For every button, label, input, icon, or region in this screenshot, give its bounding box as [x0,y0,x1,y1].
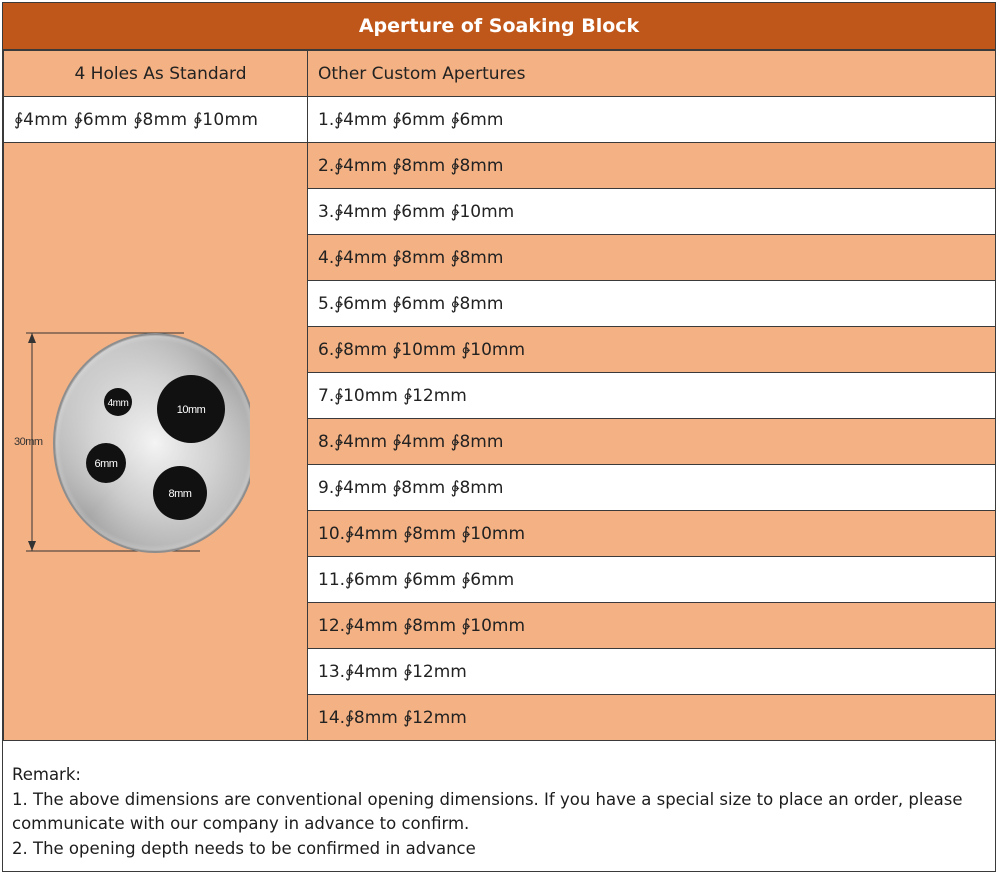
custom-aperture-7: 7.∲10mm ∲12mm [308,373,996,419]
aperture-table [3,50,996,741]
custom-aperture-4: 4.∲4mm ∲8mm ∲8mm [308,235,996,281]
custom-aperture-11: 11.∲6mm ∲6mm ∲6mm [308,557,996,603]
header-custom: Other Custom Apertures [308,51,996,97]
custom-aperture-5: 5.∲6mm ∲6mm ∲8mm [308,281,996,327]
hole-label-6mm: 6mm [94,458,118,470]
custom-aperture-8: 8.∲4mm ∲4mm ∲8mm [308,419,996,465]
custom-aperture-9: 9.∲4mm ∲8mm ∲8mm [308,465,996,511]
custom-aperture-13: 13.∲4mm ∲12mm [308,649,996,695]
custom-aperture-3: 3.∲4mm ∲6mm ∲10mm [308,189,996,235]
custom-aperture-14: 14.∲8mm ∲12mm [308,695,996,741]
remark-line-1b: communicate with our company in advance to confirm. [12,814,470,833]
standard-sizes: ∲4mm ∲6mm ∲8mm ∲10mm [4,97,308,143]
table-row [4,143,996,189]
hole-label-10mm: 10mm [176,404,206,416]
custom-aperture-12: 12.∲4mm ∲8mm ∲10mm [308,603,996,649]
table-row [4,97,996,143]
remark-heading: Remark: [12,765,81,784]
hole-label-4mm: 4mm [107,398,129,409]
remark-line-1a: 1. The above dimensions are conventional opening dimensions. If you have a special size to place an order, please [12,789,963,809]
custom-aperture-10: 10.∲4mm ∲8mm ∲10mm [308,511,996,557]
remark-line-2: 2. The opening depth needs to be confirmed in advance [12,838,476,858]
block-sheen [56,336,250,550]
custom-aperture-1: 1.∲4mm ∲6mm ∲6mm [308,97,996,143]
header-row [4,51,996,97]
remarks [3,753,995,871]
header-standard: 4 Holes As Standard [4,51,308,97]
custom-aperture-2: 2.∲4mm ∲8mm ∲8mm [308,143,996,189]
table-title: Aperture of Soaking Block [3,3,995,50]
dimension-arrow-top [28,333,36,343]
dimension-label: 30mm [14,436,43,448]
custom-aperture-6: 6.∲8mm ∲10mm ∲10mm [308,327,996,373]
diagram-cell [4,143,308,741]
hole-label-8mm: 8mm [168,488,192,500]
soaking-block-diagram [10,323,250,563]
dimension-arrow-bottom [28,541,36,551]
